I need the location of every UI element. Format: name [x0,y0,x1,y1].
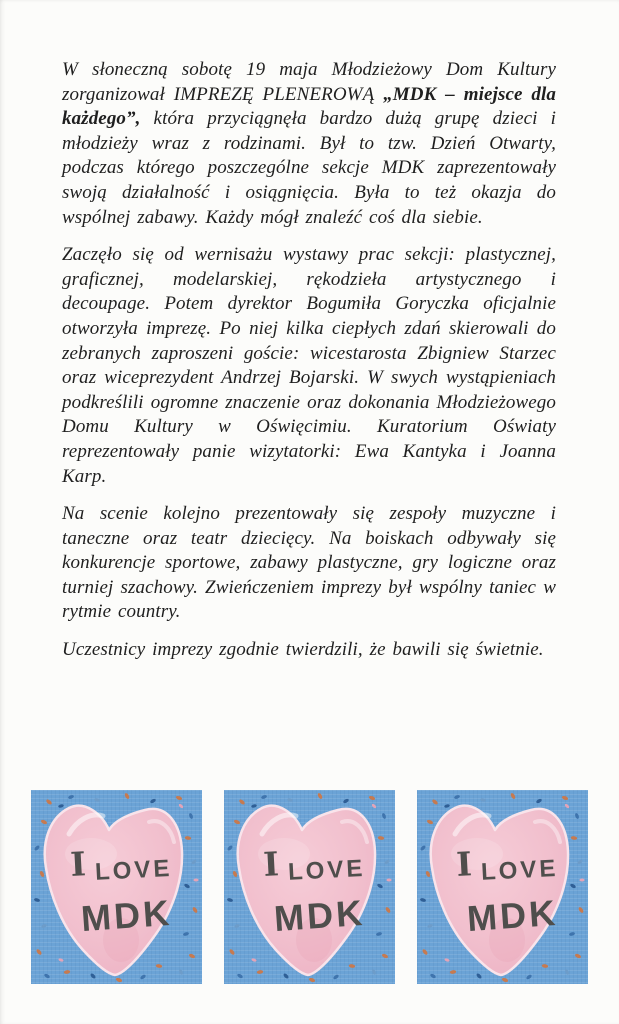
mdk-heart-stamp [417,790,588,984]
article-text [62,58,556,676]
stamp-text-love: LOVE [287,854,367,886]
stamp-row [31,790,588,984]
paragraph-2: Zaczęło się od wernisażu wystawy prac sekcji: plastycznej, graficznej, modelarskiej, rękodzieła artystycznego i decoupage. Potem dyrektor Bogumiła Goryczka oficjalnie otworzyła imprezę. Po niej kilka ciepłych zdań skierowali do zebranych zaproszeni goście: wicestarosta Zbigniew Starzec oraz wiceprezydent Andrzej Bojarski. W swych wystąpieniach podkreślili ogromne znaczenie oraz dokonania Młodzieżowego Domu Kultury w Oświęcimiu. Kuratorium Oświaty reprezentowały panie wizytatorki: Ewa Kantyka i Joanna Karp. [62,244,556,487]
paragraph-1-lead: W słoneczną sobotę 19 maja Młodzieżowy Dom Kultury zorganizował IMPREZĘ PLENEROWĄ [62,59,556,105]
stamp-text-i: I [455,844,473,884]
paragraph-1-emphasis: „MDK – miejsce dla każdego”, [62,83,556,130]
stamp-text-i: I [69,844,87,884]
stamp-text-mdk: MDK [272,891,367,940]
paragraph-1 [62,58,556,230]
stamp-text-mdk: MDK [79,891,174,940]
paragraph-3: Na scenie kolejno prezentowały się zespoły muzyczne i taneczne oraz teatr dziecięcy. Na boiskach odbywały się konkurencje sportowe, zabawy plastyczne, gry logiczne oraz turniej szachowy. Zwieńczeniem imprezy był wspólny taniec w rytmie country. [62,503,556,623]
stamp-text-i: I [262,844,280,884]
paragraph-4: Uczestnicy imprezy zgodnie twierdzili, że bawili się świetnie. [62,639,544,661]
stamp-text-love: LOVE [480,854,560,886]
mdk-heart-stamp [31,790,202,984]
stamp-text-mdk: MDK [465,891,560,940]
mdk-heart-stamp [224,790,395,984]
paragraph-1-rest: która przyciągnęła bardzo dużą grupę dzieci i młodzieży wraz z rodzinami. Był to tzw. Dzień Otwarty, podczas którego poszczególne sekcje MDK zaprezentowały swoją działalność i osiągnięcia. Była to też okazja do wspólnej zabawy. Każdy mógł znaleźć coś dla siebie. [62,108,556,228]
stamp-text-love: LOVE [94,854,174,886]
